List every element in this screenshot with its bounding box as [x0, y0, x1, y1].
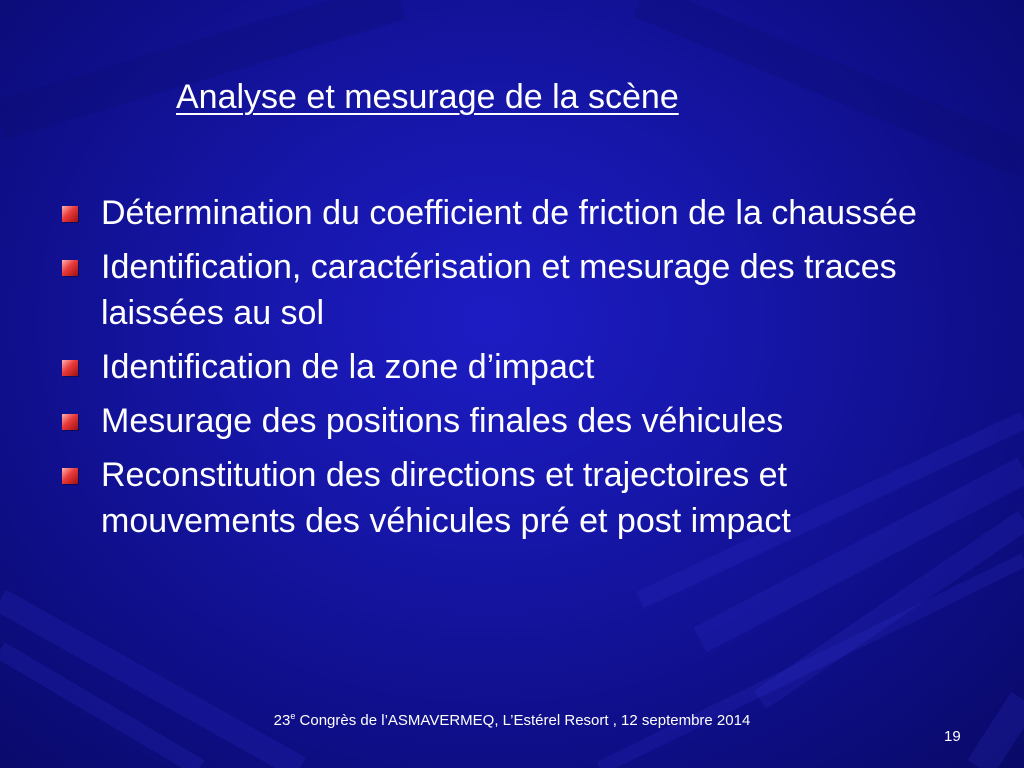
red-square-bullet-icon: [62, 414, 78, 430]
bullet-item: [62, 344, 962, 390]
red-square-bullet-icon: [62, 260, 78, 276]
red-square-bullet-icon: [62, 206, 78, 222]
red-square-bullet-icon: [62, 360, 78, 376]
bullet-item: [62, 190, 962, 236]
bullet-text: Identification, caractérisation et mesurage des traces laissées au sol: [101, 248, 897, 332]
footer-number: 23: [273, 712, 291, 729]
bullet-item: [62, 452, 962, 544]
bullet-text: Reconstitution des directions et trajectoires et mouvements des véhicules pré et post impact: [101, 456, 791, 540]
slide-title: Analyse et mesurage de la scène: [176, 78, 679, 116]
bullet-list: [62, 190, 962, 552]
slide-footer: [0, 711, 1024, 729]
bullet-item: [62, 244, 962, 336]
bullet-text: Identification de la zone d’impact: [101, 348, 595, 386]
page-number: 19: [944, 728, 961, 745]
bullet-item: [62, 398, 962, 444]
footer-superscript: e: [290, 711, 296, 721]
red-square-bullet-icon: [62, 468, 78, 484]
footer-text: Congrès de l’ASMAVERMEQ, L’Estérel Resort , 12 septembre 2014: [295, 712, 751, 729]
bullet-text: Détermination du coefficient de friction de la chaussée: [101, 194, 917, 232]
bullet-text: Mesurage des positions finales des véhicules: [101, 402, 784, 440]
